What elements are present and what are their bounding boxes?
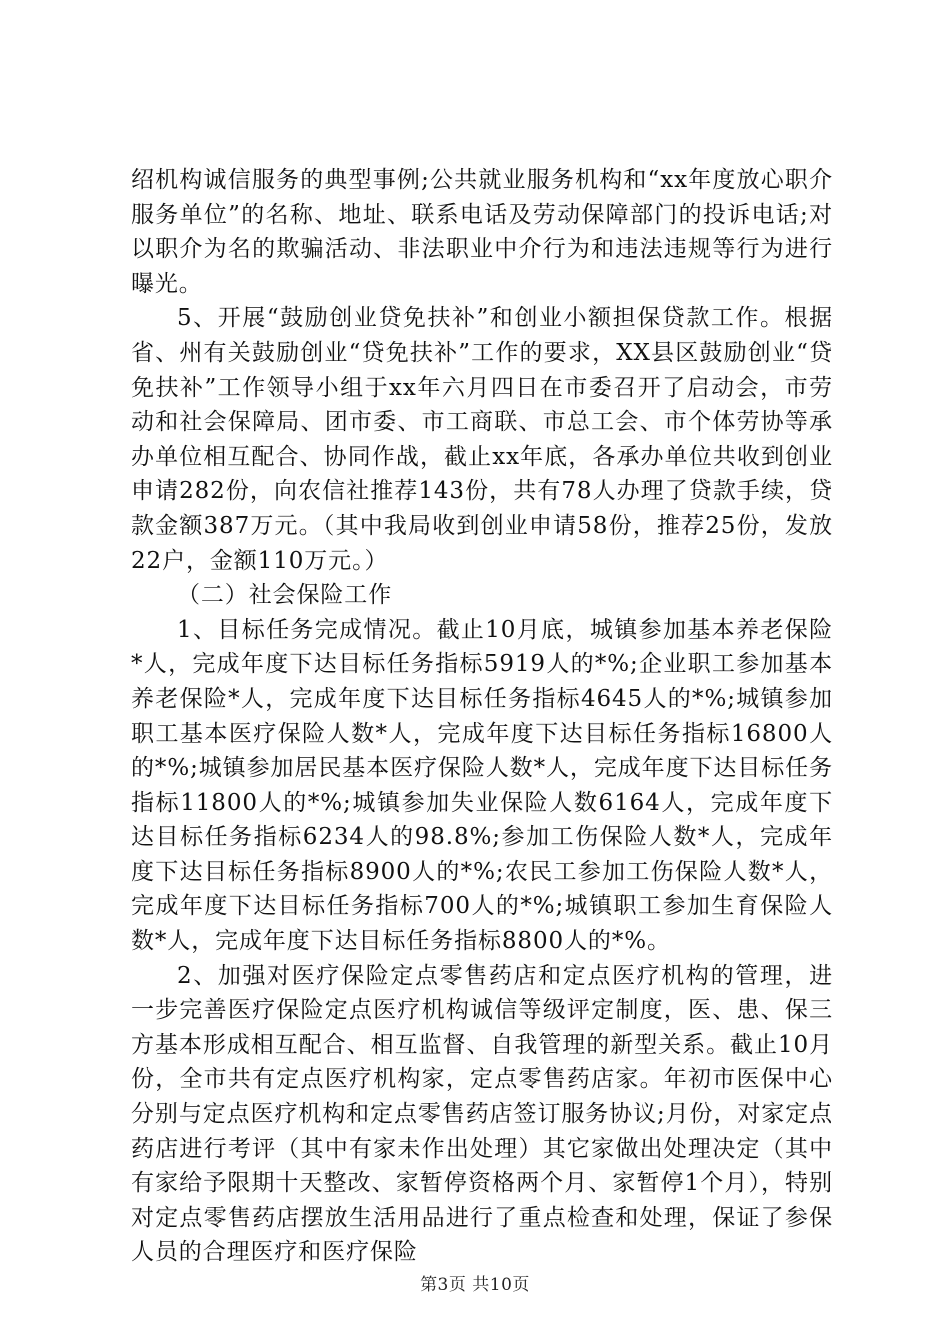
page-number-label: 第3页 共10页	[420, 1275, 530, 1295]
paragraph-continuation: 绍机构诚信服务的典型事例;公共就业服务机构和“xx年度放心职介服务单位”的名称、地址、联系电话及劳动保障部门的投诉电话;对以职介为名的欺骗活动、非法职业中介行为和违法违规等行为进行曝光。	[131, 167, 833, 297]
document-body	[131, 163, 833, 1270]
paragraph-item-1-targets: 1、目标任务完成情况。截止10月底，城镇参加基本养老保险*人，完成年度下达目标任务指标5919人的*%;企业职工参加基本养老保险*人，完成年度下达目标任务指标4645人的*%;城镇参加职工基本医疗保险人数*人，完成年度下达目标任务指标16800人的*%;城镇参加居民基本医疗保险人数*人，完成年度下达目标任务指标11800人的*%;城镇参加失业保险人数6164人，完成年度下达目标任务指标6234人的98.8%;参加工伤保险人数*人，完成年度下达目标任务指标8900人的*%;农民工参加工伤保险人数*人，完成年度下达目标任务指标700人的*%;城镇职工参加生育保险人数*人，完成年度下达目标任务指标8800人的*%。	[131, 616, 833, 955]
page-footer	[0, 1270, 950, 1295]
section-heading-social-insurance: （二）社会保险工作	[177, 582, 393, 609]
paragraph-item-5-entrepreneurship-loans: 5、开展“鼓励创业贷免扶补”和创业小额担保贷款工作。根据省、州有关鼓励创业“贷免扶补”工作的要求，XX县区鼓励创业“贷免扶补”工作领导小组于xx年六月四日在市委召开了启动会，市劳动和社会保障局、团市委、市工商联、市总工会、市个体劳协等承办单位相互配合、协同作战，截止xx年底，各承办单位共收到创业申请282份，向农信社推荐143份，共有78人办理了贷款手续，贷款金额387万元。（其中我局收到创业申请58份，推荐25份，发放22户，金额110万元。）	[131, 305, 833, 574]
paragraph-item-2-medical-insurance: 2、加强对医疗保险定点零售药店和定点医疗机构的管理，进一步完善医疗保险定点医疗机构诚信等级评定制度，医、患、保三方基本形成相互配合、相互监督、自我管理的新型关系。截止10月份，全市共有定点医疗机构家，定点零售药店家。年初市医保中心分别与定点医疗机构和定点零售药店签订服务协议;月份，对家定点药店进行考评（其中有家未作出处理）其它家做出处理决定（其中有家给予限期十天整改、家暂停资格两个月、家暂停1个月），特别对定点零售药店摆放生活用品进行了重点检查和处理，保证了参保人员的合理医疗和医疗保险	[131, 962, 833, 1266]
